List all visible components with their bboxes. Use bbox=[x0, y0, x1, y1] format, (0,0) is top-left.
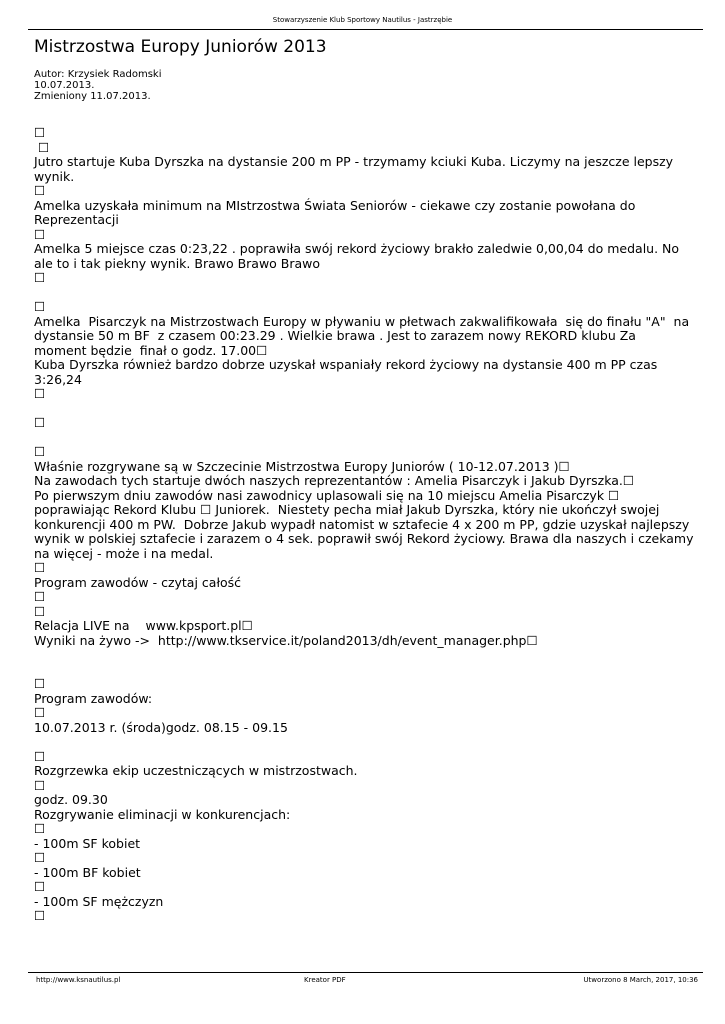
article-date: 10.07.2013. bbox=[34, 80, 95, 91]
body-line: Amelka uzyskała minimum na MIstrzostwa Świata Seniorów - ciekawe czy zostanie powołana do bbox=[34, 197, 636, 213]
footer-divider bbox=[28, 972, 703, 973]
body-line: ☐ bbox=[34, 850, 46, 865]
article-author: Autor: Krzysiek Radomski bbox=[34, 69, 162, 80]
body-line: ☐ bbox=[34, 777, 46, 793]
header-divider bbox=[28, 29, 703, 30]
body-line bbox=[34, 402, 674, 417]
body-line: Relacja LIVE na www.kpsport.pl☐ bbox=[34, 618, 253, 633]
body-line: ☐ bbox=[34, 748, 46, 764]
body-line bbox=[34, 735, 674, 750]
body-line: wynik. bbox=[34, 168, 75, 184]
body-line: ☐ bbox=[34, 589, 46, 604]
body-line: ☐ bbox=[34, 908, 46, 923]
body-line bbox=[34, 286, 674, 301]
body-line: ☐ bbox=[34, 821, 46, 836]
body-line: Amelka Pisarczyk na Mistrzostwach Europy w pływaniu w płetwach zakwalifikowała się do finału "A" na bbox=[34, 313, 690, 329]
body-line: ☐ bbox=[34, 879, 46, 894]
body-line bbox=[34, 648, 674, 663]
body-line: Rozgrzewka ekip uczestniczących w mistrzostwach. bbox=[34, 763, 358, 778]
body-line: ☐ bbox=[34, 183, 46, 198]
article-meta bbox=[34, 69, 162, 102]
body-line: godz. 09.30 bbox=[34, 792, 108, 807]
body-line: Kuba Dyrszka również bardzo dobrze uzyskał wspaniały rekord życiowy na dystansie 400 m PP czas bbox=[34, 357, 658, 372]
body-line: ☐ bbox=[34, 386, 46, 401]
body-line: Rozgrywanie eliminacji w konkurencjach: bbox=[34, 806, 291, 822]
body-line: ☐ bbox=[34, 139, 50, 155]
footer-generator: Kreator PDF bbox=[304, 976, 346, 984]
body-line: Jutro startuje Kuba Dyrszka na dystansie 200 m PP - trzymamy kciuki Kuba. Liczymy na jeszcze lepszy bbox=[34, 154, 674, 169]
body-line: Właśnie rozgrywane są w Szczecinie Mistrzostwa Europy Juniorów ( 10-12.07.2013 )☐ bbox=[34, 458, 570, 474]
article-modified: Zmieniony 11.07.2013. bbox=[34, 91, 151, 102]
article-body bbox=[34, 125, 694, 924]
body-line: Po pierwszym dniu zawodów nasi zawodnicy uplasowali się na 10 miejscu Amelia Pisarczyk ☐ bbox=[34, 487, 620, 503]
body-line: ☐ bbox=[34, 270, 46, 285]
body-line: - 100m SF mężczyzn bbox=[34, 893, 164, 909]
body-line: konkurencji 400 m PW. Dobrze Jakub wypadł natomist w sztafecie 4 x 200 m PP, gdzie uzyskał najlepszy bbox=[34, 516, 690, 532]
body-line: 10.07.2013 r. (środa)godz. 08.15 - 09.15 bbox=[34, 719, 288, 735]
body-line: ale to i tak piekny wynik. Brawo Brawo Brawo bbox=[34, 255, 321, 271]
site-header: Stowarzyszenie Klub Sportowy Nautilus - Jastrzębie bbox=[272, 16, 453, 24]
body-line bbox=[34, 663, 674, 678]
body-line: moment będzie finał o godz. 17.00☐ bbox=[34, 342, 268, 358]
body-line: 3:26,24 bbox=[34, 371, 82, 387]
body-line: Reprezentacji bbox=[34, 212, 119, 227]
body-line: ☐ bbox=[34, 560, 46, 575]
body-line: Program zawodów - czytaj całość bbox=[34, 574, 242, 590]
body-line: wynik w polskiej sztafecie i zarazem o 4 sek. poprawił swój Rekord życiowy. Brawa dla naszych i czekamy bbox=[34, 531, 694, 546]
article-title: Mistrzostwa Europy Juniorów 2013 bbox=[34, 37, 327, 57]
body-line: ☐ bbox=[34, 705, 46, 720]
body-line: ☐ bbox=[34, 676, 46, 691]
body-line: ☐ bbox=[34, 226, 46, 242]
body-line: ☐ bbox=[34, 415, 46, 430]
body-line: ☐ bbox=[34, 125, 46, 140]
body-line: Na zawodach tych startuje dwóch naszych reprezentantów : Amelia Pisarczyk i Jakub Dyrszka.☐ bbox=[34, 473, 635, 488]
body-line: dystansie 50 m BF z czasem 00:23.29 . Wielkie brawa . Jest to zarazem nowy REKORD klubu Za bbox=[34, 328, 636, 343]
body-line: - 100m SF kobiet bbox=[34, 835, 141, 851]
body-line: poprawiając Rekord Klubu ☐ Juniorek. Niestety pecha miał Jakub Dyrszka, który nie ukończył swojej bbox=[34, 502, 660, 517]
body-line: Wyniki na żywo -> http://www.tkservice.it/poland2013/dh/event_manager.php☐ bbox=[34, 632, 538, 648]
body-line bbox=[34, 431, 674, 446]
body-line: - 100m BF kobiet bbox=[34, 864, 141, 880]
body-line: Amelka 5 miejsce czas 0:23,22 . poprawiła swój rekord życiowy brakło zaledwie 0,00,04 do medalu. No bbox=[34, 241, 680, 256]
body-line: ☐ bbox=[34, 603, 46, 619]
body-line: ☐ bbox=[34, 444, 46, 459]
body-line: Program zawodów: bbox=[34, 690, 153, 706]
body-line: na więcej - może i na medal. bbox=[34, 545, 214, 561]
footer-url: http://www.ksnautilus.pl bbox=[36, 976, 121, 984]
footer-created: Utworzono 8 March, 2017, 10:36 bbox=[583, 976, 698, 984]
body-line: ☐ bbox=[34, 299, 46, 314]
